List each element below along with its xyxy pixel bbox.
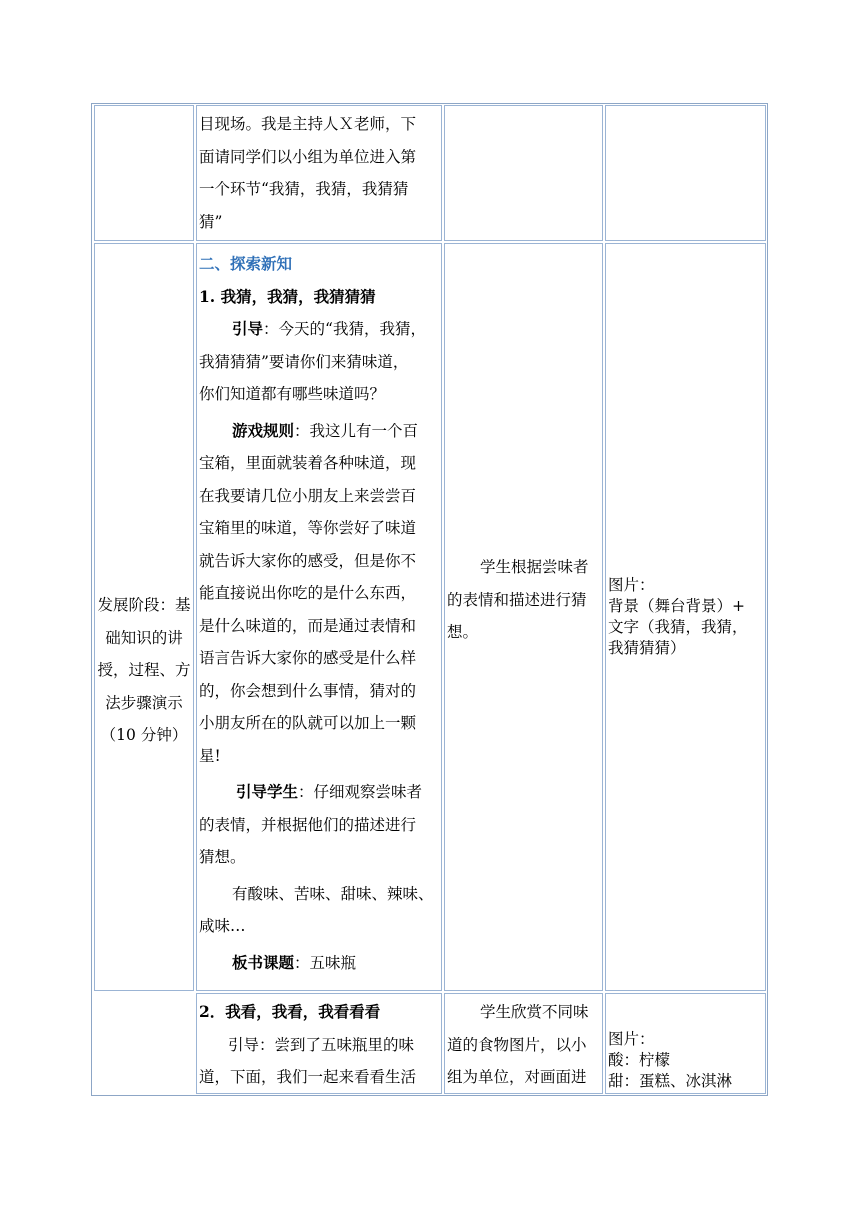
resource-line: 酸：柠檬 <box>608 1051 671 1069</box>
resource-line: 图片： <box>608 576 655 594</box>
rule-line: 在我要请几位小朋友上来尝尝百 <box>199 486 417 505</box>
guide-label: 引导 <box>232 319 264 338</box>
row2-student-cell <box>444 243 603 991</box>
stage-line: 授，过程、方 <box>97 661 191 679</box>
stage-line: 础知识的讲 <box>105 628 183 647</box>
guide-students-line: 猜想。 <box>199 848 246 866</box>
guide-line: 你们知道都有哪些味道吗？ <box>199 385 386 403</box>
guide-students-line: ：仔细观察尝味者 <box>298 783 423 801</box>
row3-content-cell <box>196 993 442 1094</box>
board-label: 板书课题 <box>232 952 295 972</box>
rule-line: 语言告诉大家你的感受是什么样 <box>199 649 417 667</box>
row3-resource-cell <box>605 993 766 1094</box>
row1-resource-cell <box>605 105 766 241</box>
guide-line: 我猜猜猜”要请你们来猜味道， <box>199 352 409 371</box>
content-line: 一个环节“我猜，我猜，我猜猜 <box>199 180 409 198</box>
student-line: 道的食物图片，以小 <box>447 1035 587 1054</box>
tastes-line: 有酸味、苦味、甜味、辣味、 <box>232 884 434 903</box>
guide-line: ：今天的“我猜，我猜， <box>263 320 426 338</box>
student-line: 学生欣赏不同味 <box>480 1003 589 1021</box>
row2-resource-cell <box>605 243 766 991</box>
sub1-title: 1. 我猜，我猜，我猜猜猜 <box>199 286 376 306</box>
resource-line: 背景（舞台背景）+ <box>608 597 745 615</box>
rule-line: 是什么味道的，而是通过表情和 <box>199 616 417 635</box>
stage-line: 法步骤演示 <box>105 693 183 712</box>
rule-line: 的，你会想到什么事情，猜对的 <box>199 681 417 700</box>
rule-line: 星! <box>199 746 221 765</box>
content-line: 面请同学们以小组为单位进入第 <box>199 147 417 166</box>
rule-line: ：我这儿有一个百 <box>294 421 419 440</box>
guide-line: 引导：尝到了五味瓶里的味 <box>228 1035 415 1054</box>
row2-content-cell <box>196 243 442 991</box>
rule-line: 小朋友所在的队就可以加上一颗 <box>199 714 417 732</box>
row3-student-cell <box>444 993 603 1094</box>
rule-label: 游戏规则 <box>232 420 295 440</box>
guide-students-label: 引导学生 <box>236 782 299 801</box>
rule-line: 就告诉大家你的感受，但是你不 <box>199 551 417 570</box>
board-value: ：五味瓶 <box>294 953 357 972</box>
row1-stage-cell <box>94 105 194 241</box>
guide-line: 道，下面，我们一起来看看生活 <box>199 1068 417 1086</box>
student-line: 想。 <box>447 623 479 641</box>
resource-line: 图片： <box>608 1030 655 1048</box>
stage-line: 发展阶段：基 <box>97 596 191 614</box>
rule-line: 宝箱，里面就装着各种味道，现 <box>199 454 417 472</box>
row1-student-cell <box>444 105 603 241</box>
rule-line: 宝箱里的味道，等你尝好了味道 <box>199 519 417 537</box>
row1-content-cell <box>196 105 442 241</box>
resource-line: 我猜猜猜） <box>608 639 686 657</box>
section-heading: 二、探索新知 <box>199 254 293 273</box>
guide-students-line: 的表情，并根据他们的描述进行 <box>199 815 417 834</box>
row2-stage-cell <box>94 243 194 991</box>
rule-line: 能直接说出你吃的是什么东西， <box>199 584 417 602</box>
tastes-line: 咸味… <box>199 917 246 935</box>
content-line: 目现场。我是主持人Ｘ老师，下 <box>199 115 417 133</box>
resource-line: 甜：蛋糕、冰淇淋 <box>608 1072 733 1090</box>
student-line: 的表情和描述进行猜 <box>447 590 587 609</box>
sub2-title: 2．我看，我看，我看看看 <box>199 1002 381 1021</box>
resource-line: 文字（我猜，我猜， <box>608 618 748 636</box>
student-line: 学生根据尝味者 <box>480 558 589 576</box>
content-line: 猜” <box>199 212 223 231</box>
stage-line: （10 分钟） <box>100 726 188 744</box>
student-line: 组为单位，对画面进 <box>447 1068 587 1086</box>
